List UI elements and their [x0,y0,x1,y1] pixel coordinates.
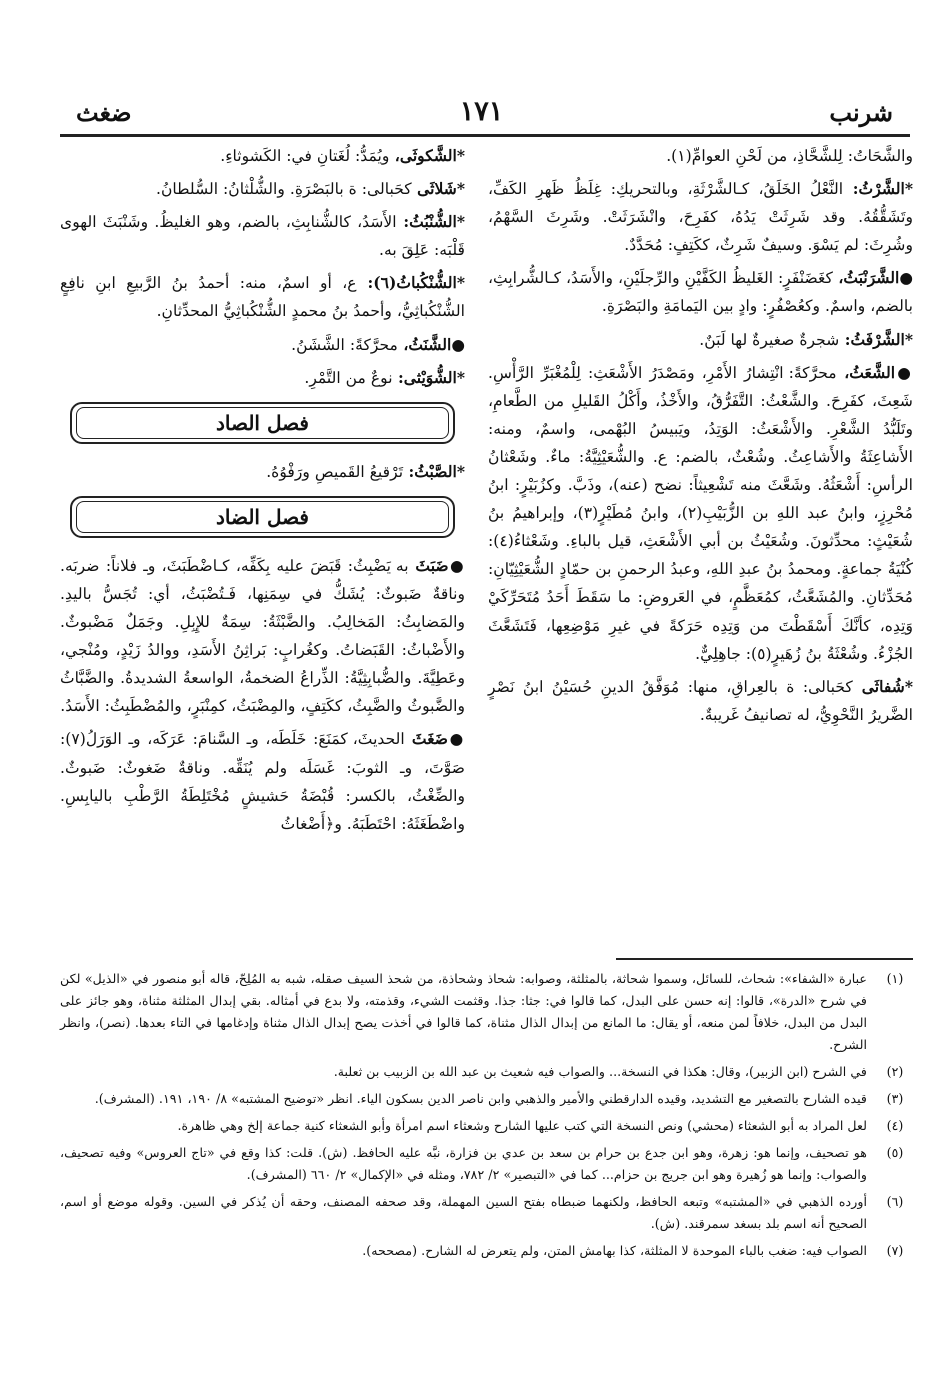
footnote-number: (٢) [886,1064,904,1079]
entry: *الشُّنْكُباثُ(٦): ع، أو اسمٌ، منه: أحمدُ بنُ الرَّبيعِ ابنِ نافِعٍ الشُّنْكُباثِيُّ، وأحمدُ بنُ محمدٍ الشُّنْكُباثِيُّ المحدِّثانِ. [60,273,465,321]
page-number: ١٧١ [459,96,504,127]
entry: *شَلاثَى كحَبالى: ة بالبَصْرَةِ. والشُّلْثانُ: السُّلطانُ. [155,179,465,199]
entry: ●ضَغَثَ الحديثَ، كمَنَعَ: خَلَطَه، وـ السَّنامَ: عَرَكَه، وـ الوَرَلُ(٧): صَوَّتَ، وـ الثوبَ: غَسَلَه ولم يُنَقِّه. وناقةٌ ضَغوثٌ: ضَبوثٌ. والضِّغْثُ، بالكسر: قُبْضَةُ حَشيشٍ مُخْتَلِطَةُ الرَّطْبِ باليابِسِ. واضْطَغَثَهُ: احْتَطَبَهُ. و﴿أَضْغاثُ [60,729,465,833]
header-right-keyword: شرنب [829,98,893,127]
entry: ●ضَبَثَ به يَضْبِثُ: قَبَضَ عليه بِكَفِّه، كـاضْطَبَثَ، وـ فلاناً: ضربَه. وناقةٌ ضَبوثٌ: يُشَكُّ في سِمَنِها، فَـتُضْبَثُ، أي: تُجَسُّ باليدِ. والمَضابِثُ: المَخالِبُ. والضَّبْثَةُ: سِمَةٌ للإِبِلِ. وجَمَلٌ مَضْبوثٌ. والأَضْباثُ: القَبَضاتُ. وكغُرابٍ: بَراثِنُ الأَسَدِ، ووالدُ زَيْدٍ، ومُنْجي، وعَطِيَّةَ. والضُّبابِثِيَّةُ: الذِّراعُ الضخمةُ، الواسعةُ الشديدةُ. والضَّبَّاثُ والضَّبوثُ والضَّبِثُ، ككَتِفٍ، والمِضْبَثُ، كمِنْبَرٍ، والمُضْطَبِثُ: الأَسَدُ. [60,555,465,716]
right-column [488,142,913,734]
entry: *الشَّرْثُ: النَّعْلُ الخَلَقُ، كـالشَّرْثَةِ، وبالتحريكِ: غِلَظُ ظَهرِ الكَفِّ، وتَشَقُّقُهُ. وقد شَرِثَتْ يَدُهُ، كفَرِحَ، وانْشَرَثَتْ. وشَرِثَ السَّهْمُ، وشُرِثَ: لم يَسْوَ. وسيفٌ شَرِثٌ، ككَتِفٍ: مُحَدَّدٌ. [488,179,913,255]
footnote-number: (٣) [886,1091,904,1106]
header-left-keyword: ضغث [76,98,132,127]
footnote-number: (٥) [886,1145,904,1160]
header-rule [60,134,910,137]
entry: *الشَّكوثَى، ويُمَدُّ: لُغَتانِ في: الكَشوثاءِ. [220,146,465,165]
footnote: (٣) قيده الشارح بالتصغير مع التشديد، وقيده الدارقطني والأمير والذهبي وابن ناصر الدين بسكون الياء. انظر «توضيح المشتبه» ٨/ ١٩٠، ١٩١. (المشرف). [60,1088,913,1110]
section-title: فصل الضاد [215,504,309,529]
entry: والشَّحَاتُ: لِلشَّحَّاذِ، من لَحْنِ العوامِّ(١). [666,147,913,165]
footnote-number: (١) [886,971,904,986]
footnotes [60,968,913,1267]
footnote-number: (٦) [886,1194,904,1209]
entry: *شُفاثَى كحَبالى: ة بالعِراقِ، منها: مُوَفَّقُ الدينِ حُسَيْنُ ابنُ نَصْرٍ الضَّريرُ النَّحْوِيُّ، له تصانيفُ غَريبةٌ. [488,676,913,724]
section-heading-dad [70,496,455,538]
section-heading-sad [70,402,455,444]
footnote: (٤) لعل المراد به أبو الشعثاء (محشي) ونص النسخة التي كتب عليها الشارح وشعثاء اسم امرأة وأبو الشعثاء كنية جماعة إلخ وهي ظاهرة. [60,1115,913,1137]
footnote: (٥) هو تصحيف، وإنما هو: زهرة، وهو ابن جدع بن حرام بن سعد بن عدي بن فزارة، نبَّه عليه الحافظ. (ش). قلت: كذا وقع في «تاج العروس» وفيه تصحيف، والصواب: وإنما هو زُهيرة وهو ابن جريج بن حزام... كما في «التبصير» ٢/ ٧٨٢، ومثله في «الإكمال» ٢/ ٦٦٠ (المشرف). [60,1142,913,1186]
footnote: (٧) الصواب فيه: ضغب بالباء الموحدة لا المثلثة، كذا بهامش المتن، ولم يتعرض له الشارح. (مصححه). [60,1240,913,1262]
footnote-separator [616,958,913,960]
entry: ●الشَّعَثُ، محرَّكةً: انْتِشارُ الأَمْرِ، ومَصْدَرُ الأَشْعَثِ: لِلْمُغْبَرِّ الرَّأْسِ. شَعِثَ، كفَرِحَ. والشَّعْثُ: التَّفَرُّقُ، والأَخْذُ، وأَكْلُ القَليلِ من الطَّعامِ، وتَلَبُّدُ الشَّعْرِ. والأَشْعَثُ: الوَتِدُ، ويَبيسُ البُهْمى، واسمٌ، ومنه: الأَشاعِثَةُ والأَشاعِثُ. وشُعْثٌ، بالضم: ع. والشُّعَيْثِيَّةُ: ماءٌ. وشَعْثانُ الرأسِ: أَشْعَثُهُ. وشَعَّثَ منه تَشْعِيثاً: نضح (عنه)، وذَبَّ. وكزُبَيْرٍ: ابنُ مُحْرِزٍ، وابنُ عبد اللهِ بن الزُّبَيْبِ(٢)، وابنُ مُطَيْرٍ(٣)، وإبراهيمُ بنُ شُعَيْثٍ: محدِّثونَ. وشُعَيْثُ بن أبي الأَشْعَثِ، قيل بالباءِ. وشَعْثاءُ(٤): كُنْيَةُ جماعةٍ. ومحمدُ بنُ عبدِ اللهِ، وعبدُ الرحمنِ بن حمّادٍ الشُّعَيْثِيّانِ: مُحَدِّثانِ. والمُشَعَّثُ، كمُعَظَّمٍ، في العَروضِ: ما سَقَطَ أَحَدُ مُتَحَرِّكَيْ وَتِدِه، كأنَّكَ أَسْقَطْتَ من وَتِدِه حَرَكةً في غيرِ مَوْضِعِها، فَتَشَعَّثَ الجُزْءُ. وشُعْثَةُ بنُ زُهَيرٍ(٥): جاهِلِيٌّ. [488,362,913,663]
entry: *الشُّنْبُثُ: الأَسَدُ، كالشُّنابِثِ، بالضم، وهو الغليظُ. وشَنْبَثَ الهوى قَلْبَه: عَلِقَ به. [60,212,466,260]
entry: ●الشَّنَثُ، محرَّكةً: الشَّشَنُ. [291,334,465,354]
left-column [60,142,465,843]
page-header [60,96,903,132]
footnote: (٢) في الشرح (ابن الزبير)، وقال: هكذا في النسخة... والصواب فيه شعيث بن عبد الله بن الزبيب بن ثعلبة. [60,1061,913,1083]
entry: *الشَّرْفَثُ: شجرةٌ صغيرةٌ لها لَبَنٌ. [699,329,913,349]
section-title: فصل الصاد [215,410,309,435]
entry: ●الشَّرَنْبَثُ، كغَضَنْفَرٍ: الغَليظُ الكَفَّيْنِ والرِّجلَيْنِ، والأَسَدُ، كـالشُّرابِثِ، بالضم، واسمٌ. وكعُصْفُرٍ: وادٍ بين اليَمامَةِ والبَصْرَةِ. [488,268,913,316]
entry: *الصَّبْثُ: تَرْقيعُ القَميصِ ورَفْوُهُ. [266,461,465,481]
footnote: (١) عبارة «الشفاء»: شحاث، للسائل، وسموا شحاثة، بالمثلثة، وصوابه: شحاذ وشحاذة، من شحذ السيف صقله، شبه به المُلِحّ، قاله أبو منصور في «الذيل» لكن في شرح «الدرة»، قالوا: إنه حسن على البدل، كما قالوا في: جثا: جذا. وقثمت الشيء، وقذمته، ولا بدع في أمثاله. بقي إبدال المثلثة مثناة، وهو جائز على البدل من البدل، خلافاً لمن منعه، أو يقال: ما المانع من إبدال الذال مثناة، كما قالوا في أخذت يصح إبدال الذال مثناة وإدغامها في التاء بعدها. (نصر)، وانظر الشرح. [60,968,913,1056]
footnote-number: (٧) [886,1243,904,1258]
footnote-number: (٤) [886,1118,904,1133]
entry: *الشُّوَيْثى: نوعٌ من التَّمْرِ. [304,367,465,387]
footnote: (٦) أورده الذهبي في «المشتبه» وتبعه الحافظ، ولكنهما ضبطاه بفتح السين المهملة، وقد صحفه المصنف، وحقه أن يُذكر في السين. وقوله موضع أو اسم، الصحيح أنه اسم بلد بسغد سمرقند. (ش). [60,1191,913,1235]
